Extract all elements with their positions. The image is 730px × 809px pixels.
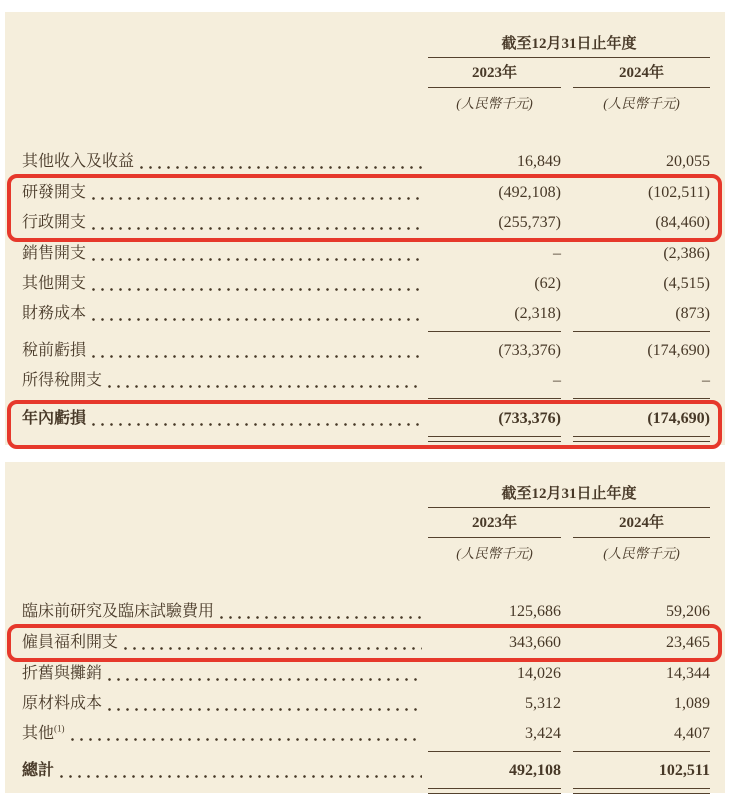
row-label: 研發開支 bbox=[22, 184, 87, 201]
highlight-box-rd-and-admin-expenses bbox=[7, 174, 722, 242]
value-2023: (62) bbox=[534, 275, 561, 292]
dot-leader bbox=[217, 597, 422, 627]
unit-header-row bbox=[428, 538, 710, 563]
row-label: 臨床前研究及臨床試驗費用 bbox=[22, 603, 215, 620]
dot-leader bbox=[89, 239, 422, 269]
dot-leader bbox=[89, 336, 422, 366]
unit-label-2024: (人民幣千元) bbox=[603, 546, 680, 561]
table-row bbox=[22, 208, 710, 238]
row-label: 所得稅開支 bbox=[22, 372, 103, 389]
row-label: 財務成本 bbox=[22, 305, 87, 322]
statement-table-profit-or-loss bbox=[5, 12, 725, 445]
statement-table-expense-breakdown bbox=[5, 462, 725, 793]
value-2024: 102,511 bbox=[658, 762, 710, 779]
row-label: 其他開支 bbox=[22, 275, 87, 292]
rule-line-2024 bbox=[573, 331, 710, 333]
table-row bbox=[22, 659, 710, 689]
value-2024: 4,407 bbox=[674, 725, 710, 742]
total-double-rule bbox=[22, 788, 710, 794]
table-row bbox=[22, 147, 710, 177]
value-2024: (873) bbox=[675, 305, 710, 322]
row-label: 僱員福利開支 bbox=[22, 634, 119, 651]
dot-leader bbox=[121, 628, 422, 658]
row-label: 稅前虧損 bbox=[22, 342, 87, 359]
rule-line-2024 bbox=[573, 436, 710, 442]
value-2023: 16,849 bbox=[517, 153, 561, 170]
rule-line-2023 bbox=[428, 331, 561, 333]
table-row bbox=[22, 366, 710, 396]
rule-line-2024 bbox=[573, 788, 710, 794]
unit-label-2023: (人民幣千元) bbox=[456, 546, 533, 561]
dot-leader bbox=[89, 299, 422, 329]
row-label: 年內虧損 bbox=[22, 410, 87, 427]
row-label: 其他$^{(1)}$ bbox=[22, 723, 65, 742]
table-row bbox=[22, 178, 710, 208]
value-2023: (733,376) bbox=[498, 410, 561, 427]
value-2024: 20,055 bbox=[666, 153, 710, 170]
dot-leader bbox=[89, 208, 422, 238]
period-header: 截至12月31日止年度 bbox=[501, 36, 637, 52]
row-label: 其他收入及收益 bbox=[22, 153, 135, 170]
table-row bbox=[22, 719, 710, 749]
dot-leader bbox=[89, 269, 422, 299]
highlight-box-employee-benefit-expenses bbox=[7, 624, 722, 662]
table-row bbox=[22, 336, 710, 366]
table-row bbox=[22, 756, 710, 786]
table-row bbox=[22, 597, 710, 627]
footnote-marker: (1) bbox=[54, 723, 65, 734]
value-2023: 14,026 bbox=[517, 665, 561, 682]
unit-label-2023: (人民幣千元) bbox=[456, 96, 533, 111]
highlight-box-loss-for-the-year bbox=[7, 400, 722, 449]
year-header-row bbox=[428, 508, 710, 538]
value-2023: (492,108) bbox=[498, 184, 561, 201]
table-row bbox=[22, 628, 710, 658]
dot-leader bbox=[89, 178, 422, 208]
year-header-2023: 2023年 bbox=[428, 58, 561, 88]
value-2023: (2,318) bbox=[514, 305, 561, 322]
value-2024: 23,465 bbox=[666, 634, 710, 651]
unit-label-2024: (人民幣千元) bbox=[603, 96, 680, 111]
value-2024: 1,089 bbox=[674, 695, 710, 712]
value-2024: (2,386) bbox=[663, 245, 710, 262]
value-2023: – bbox=[553, 245, 561, 262]
table-row bbox=[22, 689, 710, 719]
column-header-block bbox=[428, 34, 710, 113]
row-label: 折舊與攤銷 bbox=[22, 665, 103, 682]
period-header: 截至12月31日止年度 bbox=[501, 486, 637, 502]
rule-line-2023 bbox=[428, 751, 561, 753]
rule-line-2023 bbox=[428, 436, 561, 442]
column-header-block bbox=[428, 484, 710, 563]
value-2023: (255,737) bbox=[498, 214, 561, 231]
value-2024: – bbox=[702, 372, 710, 389]
value-2024: 14,344 bbox=[666, 665, 710, 682]
dot-leader bbox=[89, 404, 422, 434]
value-2024: (174,690) bbox=[647, 410, 710, 427]
value-2024: (174,690) bbox=[647, 342, 710, 359]
dot-leader bbox=[105, 366, 422, 396]
value-2023: 125,686 bbox=[509, 603, 561, 620]
dot-leader bbox=[105, 659, 422, 689]
value-2024: (102,511) bbox=[647, 184, 710, 201]
table-row bbox=[22, 404, 710, 434]
year-header-2023: 2023年 bbox=[428, 508, 561, 538]
rule-line-2023 bbox=[428, 788, 561, 794]
rule-line-2024 bbox=[573, 751, 710, 753]
rule-line-2023 bbox=[428, 398, 561, 400]
value-2024: (84,460) bbox=[655, 214, 710, 231]
value-2023: 3,424 bbox=[525, 725, 561, 742]
subtotal-rule bbox=[22, 331, 710, 333]
year-header-2024: 2024年 bbox=[573, 58, 710, 88]
dot-leader bbox=[57, 756, 422, 786]
year-header-2024: 2024年 bbox=[573, 508, 710, 538]
value-2023: 492,108 bbox=[509, 762, 561, 779]
value-2023: – bbox=[553, 372, 561, 389]
total-double-rule bbox=[22, 436, 710, 442]
table-row bbox=[22, 299, 710, 329]
value-2024: 59,206 bbox=[666, 603, 710, 620]
value-2023: 343,660 bbox=[509, 634, 561, 651]
dot-leader bbox=[68, 719, 422, 749]
table-row bbox=[22, 239, 710, 269]
unit-header-row bbox=[428, 88, 710, 113]
row-label: 總計 bbox=[22, 762, 55, 779]
dot-leader bbox=[137, 147, 422, 177]
table-row bbox=[22, 269, 710, 299]
row-label: 原材料成本 bbox=[22, 695, 103, 712]
value-2023: (733,376) bbox=[498, 342, 561, 359]
rule-line-2024 bbox=[573, 398, 710, 400]
table-rows bbox=[22, 597, 710, 794]
year-header-row bbox=[428, 58, 710, 88]
value-2023: 5,312 bbox=[525, 695, 561, 712]
row-label: 行政開支 bbox=[22, 214, 87, 231]
row-label: 銷售開支 bbox=[22, 245, 87, 262]
subtotal-rule bbox=[22, 751, 710, 753]
value-2024: (4,515) bbox=[663, 275, 710, 292]
dot-leader bbox=[105, 689, 422, 719]
table-rows bbox=[22, 147, 710, 449]
